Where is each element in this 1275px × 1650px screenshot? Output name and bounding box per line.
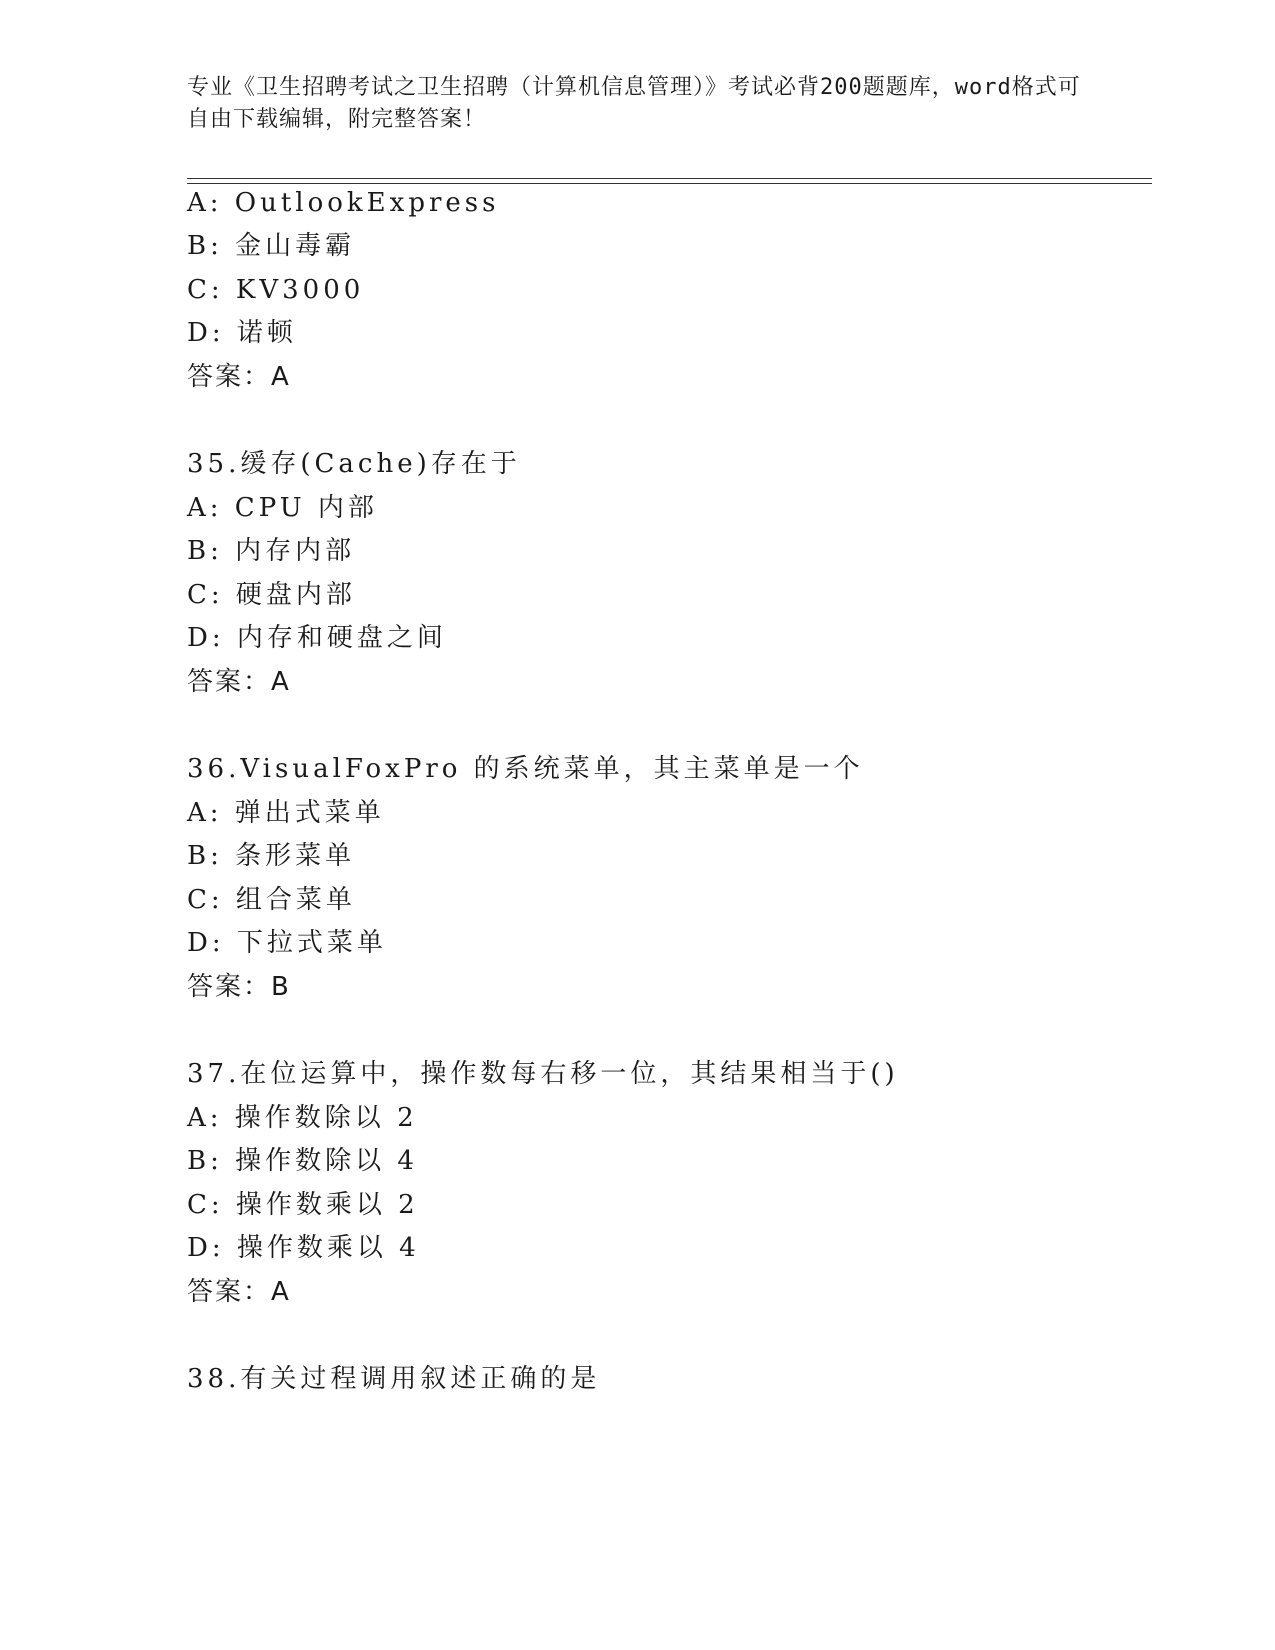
q36-option-c: C: 组合菜单 [187,885,356,915]
header-divider-bottom [187,183,1152,184]
q37-option-b: B: 操作数除以 4 [187,1146,418,1176]
question-35: 35.缓存(Cache)存在于 [187,449,521,479]
header-divider-top [187,178,1152,179]
question-38: 38.有关过程调用叙述正确的是 [187,1364,601,1394]
q36-option-d: D: 下拉式菜单 [187,928,387,958]
option-c: C: KV3000 [187,275,365,305]
answer-line: 答案：A [187,362,291,392]
question-36: 36.VisualFoxPro 的系统菜单，其主菜单是一个 [187,754,864,784]
q35-option-d: D: 内存和硬盘之间 [187,623,447,653]
q35-option-c: C: 硬盘内部 [187,580,356,610]
q35-option-a: A: CPU 内部 [187,493,378,523]
q35-answer: 答案：A [187,667,291,697]
q36-answer: 答案：B [187,972,291,1002]
option-b: B: 金山毒霸 [187,231,356,261]
q37-answer: 答案：A [187,1277,291,1307]
document-header: 专业《卫生招聘考试之卫生招聘（计算机信息管理）》考试必背200题题库，word格式可自由下载编辑，附完整答案！ [187,75,1081,132]
q37-option-c: C: 操作数乘以 2 [187,1190,419,1220]
q36-option-b: B: 条形菜单 [187,841,356,871]
option-d: D: 诺顿 [187,318,297,348]
q35-option-b: B: 内存内部 [187,536,356,566]
q37-option-d: D: 操作数乘以 4 [187,1233,420,1263]
q36-option-a: A: 弹出式菜单 [187,798,385,828]
question-37: 37.在位运算中，操作数每右移一位，其结果相当于() [187,1059,899,1089]
q37-option-a: A: 操作数除以 2 [187,1103,418,1133]
option-a: A: OutlookExpress [187,188,500,218]
